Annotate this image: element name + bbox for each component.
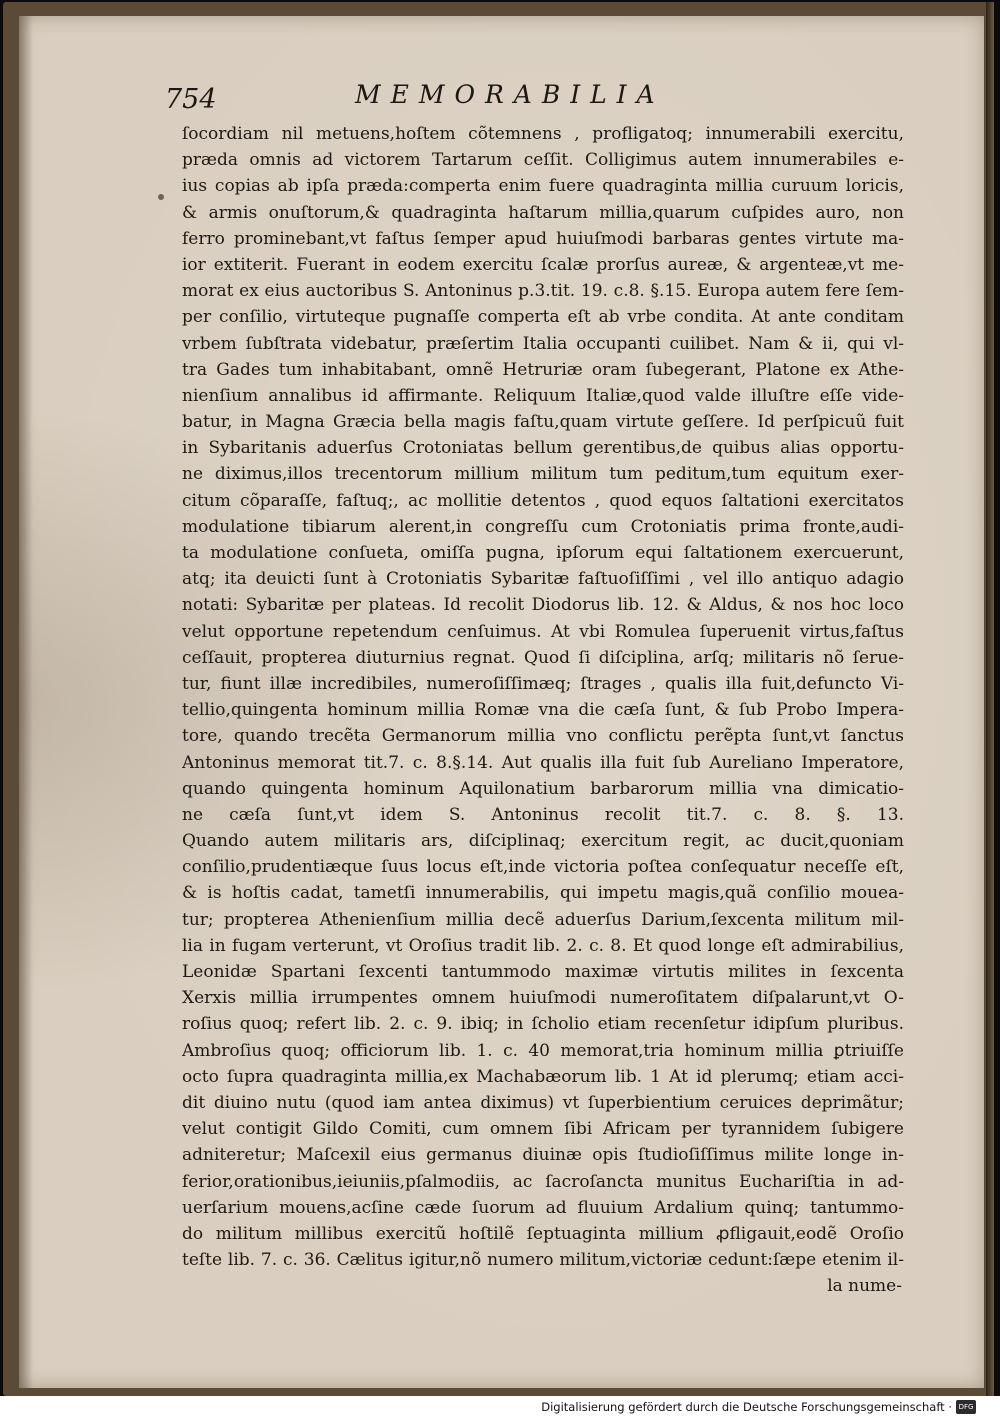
funding-note: Digitalisierung gefördert durch die Deutsche Forschungsgemeinschaft · xyxy=(541,1400,952,1414)
text-line: præda omnis ad victorem Tartarum ceſſit. Colligimus autem innumerabiles e- xyxy=(182,150,904,171)
text-line: velut contigit Gildo Comiti, cum omnem ſibi Africam per tyrannidem ſubigere xyxy=(182,1119,904,1140)
catchword-line xyxy=(182,1273,904,1299)
page-number: 754 xyxy=(165,84,217,115)
text-line: lia in fugam verterunt, vt Oroſius tradit lib. 2. c. 8. Et quod longe eſt admirabilius, xyxy=(182,935,904,956)
text-line: adniteretur; Maſcexil eius germanus diuinæ opis ſtudioſiſſimus milite longe in- xyxy=(182,1145,904,1166)
text-line: tur; propterea Athenienſium millia decẽ aduerſus Darium,ſexcenta militum mil- xyxy=(182,909,904,930)
page-header xyxy=(165,78,885,118)
text-line: uerſarium mouens,acſine cæde ſuorum ad fluuium Ardalium quinq; tantummo- xyxy=(182,1197,904,1218)
body-text xyxy=(182,121,904,1299)
text-line: do militum millibus exercitũ hoſtilẽ ſeptuaginta millium ꝓfligauit,eodẽ Oroſio xyxy=(182,1223,904,1244)
text-line: dit diuino nutu (quod iam antea diximus) vt ſuperbientium ceruices deprimãtur; xyxy=(182,1092,904,1113)
text-line: quando quingenta hominum Aquilonatium barbarorum millia vna dimicatio- xyxy=(182,778,904,799)
text-line: roſius quoq; refert lib. 2. c. 9. ibiq; in ſcholio etiam recenſetur idipſum pluribus. xyxy=(182,1014,904,1035)
text-line: Quando autem militaris ars, diſciplinaq; exercitum regit, ac ducit,quoniam xyxy=(182,831,904,852)
page-gutter-shadow xyxy=(19,16,33,1388)
text-line: Ambroſius quoq; officiorum lib. 1. c. 40 memorat,tria hominum millia ꝑtriuiſſe xyxy=(182,1040,904,1061)
text-line: notati: Sybaritæ per plateas. Id recolit Diodorus lib. 12. & Aldus, & nos hoc loco xyxy=(182,595,904,616)
text-line: Antoninus memorat tit.7. c. 8.§.14. Aut qualis illa fuit ſub Aureliano Imperatore, xyxy=(182,752,904,773)
dfg-logo-icon: DFG xyxy=(956,1400,976,1414)
text-line: & armis onuſtorum,& quadraginta haſtarum millia,quarum cuſpides auro, non xyxy=(182,202,904,223)
text-line: ius copias ab ipſa præda:comperta enim fuere quadraginta millia curuum loricis, xyxy=(182,176,904,197)
text-line: tur, fiunt illæ incredibiles, numeroſiſſimæq; ſtrages , qualis illa fuit,defuncto Vi- xyxy=(182,673,904,694)
running-head: MEMORABILIA xyxy=(355,80,665,109)
catchword: la nume- xyxy=(827,1276,902,1297)
text-line: ta modulatione conſueta, omiſſa pugna, ipſorum equi ſaltationem exercuerunt, xyxy=(182,543,904,563)
text-line: ceſſauit, propterea diuturnius regnat. Quod ſi diſciplina, arſq; militaris nõ ſerue- xyxy=(182,647,904,668)
text-line: tellio,quingenta hominum millia Romæ vna die cæſa ſunt, & ſub Probo Impera- xyxy=(182,700,904,721)
text-line: tore, quando trecẽta Germanorum millia vno conflictu perẽpta ſunt,vt ſanctus xyxy=(182,726,904,747)
text-line: conſilio,prudentiæque ſuus locus eſt,inde victoria poſtea conſequatur neceſſe eſt, xyxy=(182,857,904,878)
text-line: ne cæſa ſunt,vt idem S. Antoninus recolit tit.7. c. 8. §. 13. xyxy=(182,804,904,825)
text-line: ior extiterit. Fuerant in eodem exercitu ſcalæ prorſus aureæ, & argenteæ,vt me- xyxy=(182,254,904,275)
text-line: batur, in Magna Græcia bella magis faſtu,quam virtute geſſere. Id perſpicuũ fuit xyxy=(182,412,904,433)
text-line: & is hoſtis cadat, tametſi innumerabilis, qui impetu magis,quã conſilio moueа- xyxy=(182,883,904,904)
text-line: citum cõparaſſe, faſtuq;, ac mollitie detentos , quod equos ſaltationi exercitatos xyxy=(182,490,904,511)
cover-edge xyxy=(986,2,994,1396)
text-line: ferro prominebant,vt faſtus ſemper apud huiuſmodi barbaras gentes virtute ma- xyxy=(182,228,904,249)
text-line: tra Gades tum inhabitabant, omnẽ Hetruriæ oram ſubegerant, Platone ex Athe- xyxy=(182,359,904,380)
text-line: nienſium annalibus id affirmante. Reliquum Italiæ,quod valde illuſtre eſſe vide- xyxy=(182,385,904,406)
text-line: atq; ita deuicti ſunt à Crotoniatis Sybaritæ faſtuoſiſſimi , vel illo antiquo adagio xyxy=(182,569,904,590)
text-line: morat ex eius auctoribus S. Antoninus p.3.tit. 19. c.8. §.15. Europa autem fere ſem- xyxy=(182,281,904,302)
text-line: ſocordiam nil metuens,hoſtem cõtemnens , profligatoq; innumerabili exercitu, xyxy=(182,124,904,144)
text-line: vrbem ſubſtrata videbatur, præſertim Italia occupanti cuilibet. Nam & ii, qui vl- xyxy=(182,333,904,354)
text-line: Xerxis millia irrumpentes omnem huiuſmodi numeroſitatem diſpalarunt,vt O- xyxy=(182,988,904,1009)
text-line: modulatione tibiarum alerent,in congreſſu cum Crotoniatis prima fronte,audi- xyxy=(182,516,904,537)
text-line: ferior,orationibus,ieiuniis,pſalmodiis, ac ſacroſancta munitus Euchariſtia in ad- xyxy=(182,1171,904,1192)
text-line: per conſilio, virtuteque pugnaſſe comperta eſt ab vrbe condita. At ante conditam xyxy=(182,307,904,328)
text-line: octo ſupra quadraginta millia,ex Machabæorum lib. 1 At id plerumq; etiam acci- xyxy=(182,1066,904,1087)
text-line: teſte lib. 7. c. 36. Cælitus igitur,nõ numero militum,victoriæ cedunt:ſæpe etenim il- xyxy=(182,1250,904,1271)
digitization-footer xyxy=(0,1396,1000,1419)
text-line: in Sybaritanis aduerſus Crotoniatas bellum gerentibus,de quibus alias opportu- xyxy=(182,438,904,459)
ink-spot xyxy=(158,194,164,200)
text-line: Leonidæ Spartani ſexcenti tantummodo maximæ virtutis milites in ſexcenta xyxy=(182,962,904,982)
text-line: ne diximus,illos trecentorum millium militum tum peditum,tum equitum exer- xyxy=(182,464,904,485)
text-line: velut opportune repetendum cenſuimus. At vbi Romulea ſuperuenit virtus,faſtus xyxy=(182,621,904,642)
